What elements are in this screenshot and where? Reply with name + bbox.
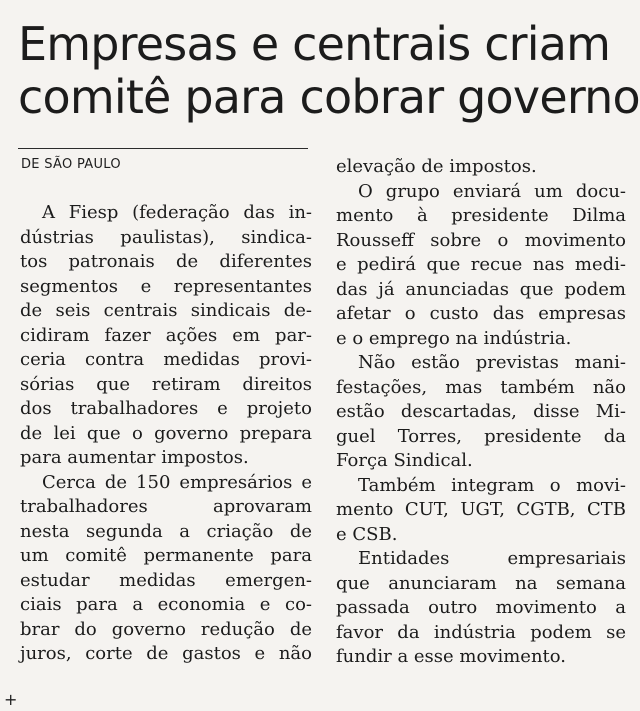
text-line: O grupo enviará um docu- xyxy=(358,180,626,202)
text-line: para aumentar impostos. xyxy=(20,447,249,468)
text-line: A Fiesp (federação das in- xyxy=(42,202,312,223)
text-line: juros, corte de gastos e não xyxy=(20,643,312,664)
text-line: das já anunciadas que podem xyxy=(336,278,626,300)
text-line: que anunciaram na semana xyxy=(336,572,626,594)
text-line: Também integram o movi- xyxy=(358,474,626,496)
byline-rule xyxy=(18,148,308,149)
text-line: estudar medidas emergen- xyxy=(20,569,312,591)
text-line: sórias que retiram direitos xyxy=(20,373,312,395)
text-line: mento à presidente Dilma xyxy=(336,205,626,226)
text-line: nesta segunda a criação de xyxy=(20,520,312,542)
text-line: festações, mas também não xyxy=(336,376,626,398)
text-line: dos trabalhadores e projeto xyxy=(20,398,312,419)
headline-line-2: comitê para cobrar governo xyxy=(18,70,640,124)
text-line: cidiram fazer ações em par- xyxy=(20,324,312,346)
text-line: elevação de impostos. xyxy=(336,156,537,177)
text-line: ciais para a economia e co- xyxy=(20,594,312,615)
text-line: Entidades empresariais xyxy=(358,548,626,569)
headline xyxy=(18,17,640,124)
text-line: mento CUT, UGT, CGTB, CTB xyxy=(336,499,626,520)
article-column-left xyxy=(20,201,312,667)
text-line: favor da indústria podem se xyxy=(336,621,626,643)
text-line: estão descartadas, disse Mi- xyxy=(336,401,626,422)
text-line: e CSB. xyxy=(336,523,398,545)
article-column-right xyxy=(336,155,626,670)
text-line: Cerca de 150 empresários e xyxy=(42,471,312,493)
text-line: tos patronais de diferentes xyxy=(20,251,312,272)
text-line: de lei que o governo prepara xyxy=(20,422,312,444)
text-line: segmentos e representantes xyxy=(20,275,312,297)
text-line: Força Sindical. xyxy=(336,450,473,471)
headline-line-1: Empresas e centrais criam xyxy=(18,17,611,71)
byline: DE SÃO PAULO xyxy=(21,157,121,172)
text-line: dústrias paulistas), sindica- xyxy=(20,226,312,248)
text-line: Não estão previstas mani- xyxy=(358,352,626,373)
text-line: passada outro movimento a xyxy=(336,597,626,618)
registration-mark: + xyxy=(4,690,18,709)
text-line: guel Torres, presidente da xyxy=(336,425,626,447)
text-line: um comitê permanente para xyxy=(20,545,312,566)
text-line: Rousseff sobre o movimento xyxy=(336,229,626,251)
text-line: ceria contra medidas provi- xyxy=(20,349,312,370)
text-line: fundir a esse movimento. xyxy=(336,646,567,667)
text-line: e o emprego na indústria. xyxy=(336,327,572,349)
text-line: afetar o custo das empresas xyxy=(336,303,626,324)
text-line: trabalhadores aprovaram xyxy=(20,496,312,517)
text-line: de seis centrais sindicais de- xyxy=(20,300,312,321)
text-line: brar do governo redução de xyxy=(20,618,312,640)
text-line: e pedirá que recue nas medi- xyxy=(336,254,626,275)
